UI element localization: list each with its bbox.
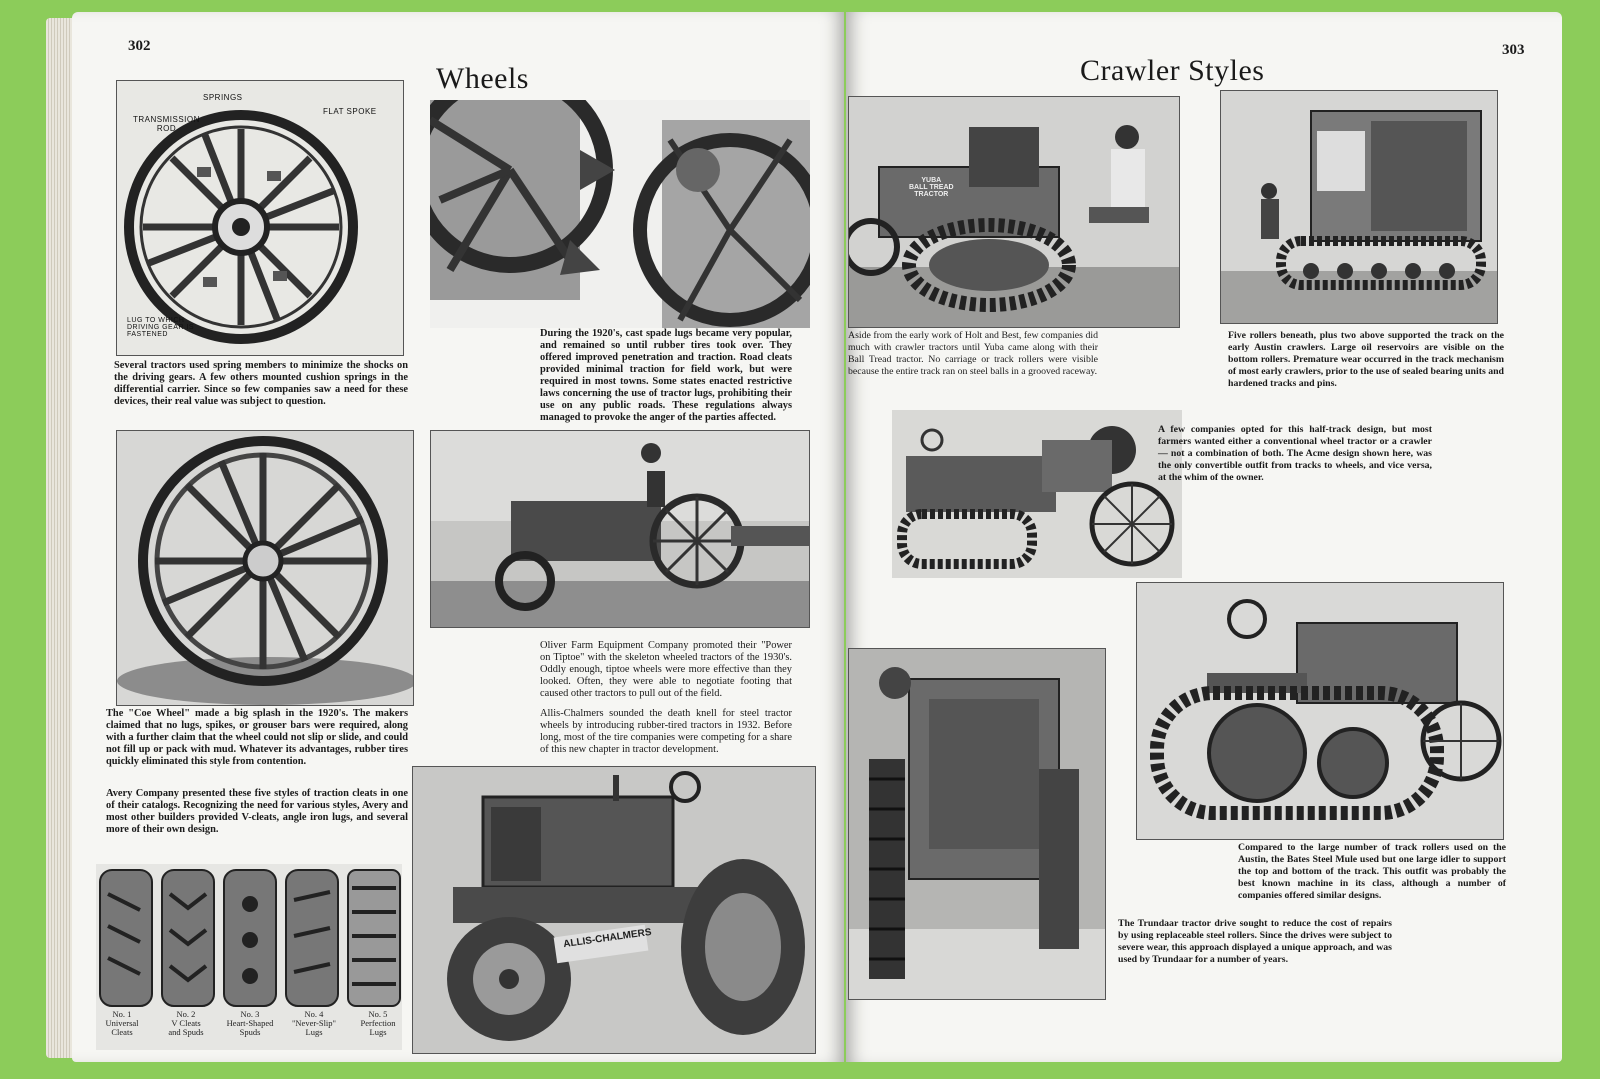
cleat-label-5: No. 5 Perfection Lugs: [360, 1009, 396, 1037]
trundaar-drive-photo: [848, 648, 1106, 1000]
allis-chalmers-plate: ALLIS-CHALMERS: [562, 926, 653, 951]
left-page: [72, 12, 844, 1062]
caption-acme: A few companies opted for this half-track design, but most farmers wanted either a conventional wheel tractor or a crawler — not a combination of both. The Acme design shown here, was the only convertible outfit from tracks to wheels, and vice versa, at the whim of the owner.: [1158, 424, 1432, 483]
yuba-plate: YUBA BALL TREAD TRACTOR: [909, 177, 954, 198]
spade-lug-photo: [430, 100, 810, 328]
austin-crawler-photo: [1220, 90, 1498, 324]
cleat-label-1: No. 1 Universal Cleats: [105, 1009, 139, 1037]
cleat-label-4: No. 4 "Never-Slip" Lugs: [291, 1009, 337, 1037]
yuba-ball-tread-photo: [848, 96, 1180, 328]
cleat-label-2: No. 2 V Cleats and Spuds: [168, 1009, 204, 1037]
allis-chalmers-photo: [412, 766, 816, 1054]
page-edges: [46, 18, 74, 1058]
oliver-tiptoe-photo: [430, 430, 810, 628]
label-springs: SPRINGS: [203, 93, 243, 102]
caption-spring-wheel: Several tractors used spring members to minimize the shocks on the driving gears. A few others mounted cushion springs in the differential carrier. Since so few companies saw a need for these devices, their real value was subject to question.: [114, 360, 408, 407]
spring-wheel-diagram: [116, 80, 404, 356]
acme-half-track-photo: [892, 410, 1182, 578]
caption-bates: Compared to the large number of track rollers used on the Austin, the Bates Steel Mule used but one large idler to support the top and bottom of the track. This outfit was probably the best known machine in its class, although a number of companies offered similar designs.: [1238, 842, 1506, 901]
caption-allis: Allis-Chalmers sounded the death knell for steel tractor wheels by introducing rubber-tired tractors in 1932. Before long, most of the tire companies were competing for a share of this new chapter in tractor development.: [540, 708, 792, 755]
page-number-left: 302: [128, 38, 151, 54]
caption-oliver: Oliver Farm Equipment Company promoted their "Power on Tiptoe" with the skeleton wheeled tractors of the 1930's. Oddly enough, tiptoe wheels were more effective than they looked. Often, they were able to negotiate footing that caused other tractors to pull out of the field.: [540, 640, 792, 699]
label-lug: LUG TO WHICH DRIVING GEAR IS FASTENED: [127, 317, 195, 338]
cleat-labels: [98, 1010, 402, 1037]
bates-steel-mule-photo: [1136, 582, 1504, 840]
right-page: [846, 12, 1562, 1062]
label-transmission-rod: TRANSMISSION ROD: [133, 115, 200, 133]
caption-austin: Five rollers beneath, plus two above supported the track on the early Austin crawlers. Large oil reservoirs are visible on the bottom rollers. Premature wear occurred in the track mechanism of most early crawlers, prior to the use of sealed bearing units and hardened tracks and pins.: [1228, 330, 1505, 389]
label-flat-spoke: FLAT SPOKE: [323, 107, 377, 116]
heading-wheels: Wheels: [436, 62, 529, 95]
coe-wheel-photo: [116, 430, 414, 706]
caption-trundaar: The Trundaar tractor drive sought to reduce the cost of repairs by using replaceable steel rollers. Since the drives were subject to severe wear, this approach displayed a unique approach, and was used by Trundaar for a number of years.: [1118, 918, 1392, 965]
caption-coe-wheel: The "Coe Wheel" made a big splash in the 1920's. The makers claimed that no lugs, spikes, or grouser bars were required, along with a further claim that the wheel could not slip or slide, and could not fill up or pack with mud. Whatever its advantages, rubber tires quickly eliminated this style from contention.: [106, 708, 408, 767]
caption-yuba: Aside from the early work of Holt and Best, few companies did much with crawler tractors until Yuba came along with their Ball Tread tractor. No carriage or track rollers were visible because the entire track ran on steel balls in a grooved raceway.: [848, 330, 1098, 377]
heading-crawler-styles: Crawler Styles: [1080, 54, 1265, 87]
caption-avery: Avery Company presented these five styles of traction cleats in one of their catalogs. Recognizing the need for various styles, Avery and most other builders provided V-cleats, angle iron lugs, and several more of their own design.: [106, 788, 408, 835]
caption-spade-lugs: During the 1920's, cast spade lugs became very popular, and remained so until rubber tires took over. They offered improved penetration and traction. Road cleats provided minimal traction for field work, but were required in most towns. Some states enacted restrictive laws concerning the use of tractor lugs, prohibiting their use on any public roads. These regulations always managed to provoke the anger of the parties affected.: [540, 328, 792, 423]
page-number-right: 303: [1502, 42, 1525, 58]
avery-cleats-illustration: [96, 864, 402, 1050]
cleat-label-3: No. 3 Heart-Shaped Spuds: [226, 1009, 274, 1037]
